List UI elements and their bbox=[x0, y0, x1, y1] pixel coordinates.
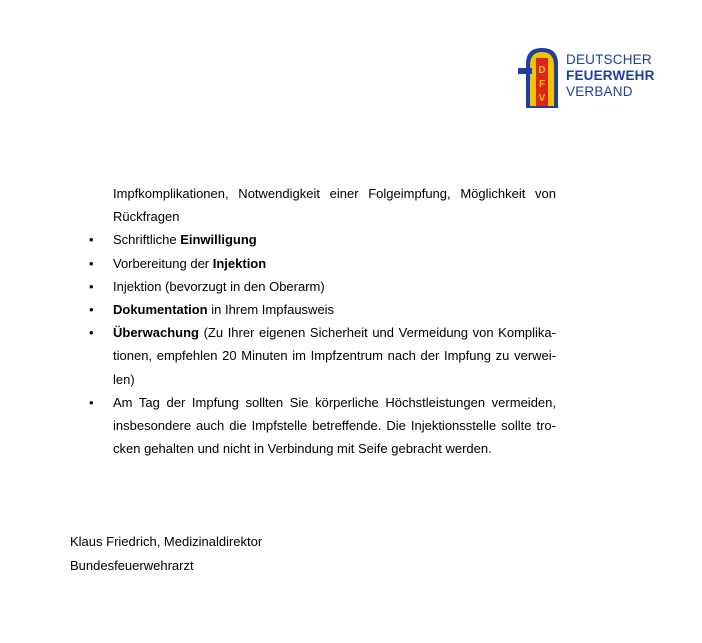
item-text-post: in Ihrem Impfausweis bbox=[207, 302, 335, 318]
list-item bbox=[86, 252, 556, 275]
logo-wordmark bbox=[566, 52, 655, 100]
item-bold: Überwachung bbox=[113, 325, 199, 341]
bullet-icon: • bbox=[89, 278, 94, 294]
item-bold: Einwilligung bbox=[180, 232, 257, 248]
bullet-icon: • bbox=[89, 232, 94, 248]
list-item bbox=[86, 321, 556, 391]
item-text: Injektion (bevorzugt in den Oberarm) bbox=[113, 278, 325, 294]
document-body bbox=[86, 182, 556, 460]
continuation-paragraph: Impfkomplikationen, Notwendigkeit einer Folgeimpfung, Möglichkeit von Rückfragen bbox=[113, 186, 556, 225]
item-text-post: (Zu Ihrer eigenen Sicherheit und Vermeidung von Komplikationen, empfehlen 20 Minuten im Impfzentrum nach der Impfung zu verweilen) bbox=[113, 325, 556, 387]
svg-text:D: D bbox=[538, 65, 546, 76]
item-bold: Injektion bbox=[212, 255, 267, 271]
bullet-icon: • bbox=[89, 325, 94, 341]
list-item bbox=[86, 391, 556, 461]
bullet-icon: • bbox=[89, 394, 94, 410]
item-text: Am Tag der Impfung sollten Sie körperliche Höchstleistungen vermeiden, insbesondere auch die Impfstelle betreffende. Die Injektionsstelle sollte trocken gehalten und nicht in Verbindung mit Seife gebracht werden. bbox=[113, 394, 556, 457]
list-item bbox=[86, 275, 556, 298]
list-item bbox=[86, 298, 556, 321]
dfv-logo bbox=[516, 46, 676, 110]
item-bold: Dokumentation bbox=[113, 302, 208, 318]
item-text: Schriftliche bbox=[113, 232, 181, 248]
signature-block bbox=[70, 530, 262, 577]
logo-line-1: DEUTSCHER bbox=[566, 52, 652, 67]
item-text: Vorbereitung der bbox=[113, 255, 213, 271]
svg-text:F: F bbox=[538, 79, 546, 90]
bullet-icon: • bbox=[89, 302, 94, 318]
list-item bbox=[86, 228, 556, 251]
signature-name: Klaus Friedrich, Medizinaldirektor bbox=[70, 534, 263, 549]
dfv-emblem-icon bbox=[516, 46, 562, 110]
svg-text:V: V bbox=[538, 93, 546, 104]
bullet-list bbox=[86, 228, 556, 460]
logo-line-3: VERBAND bbox=[566, 84, 633, 99]
signature-title: Bundesfeuerwehrarzt bbox=[70, 557, 194, 573]
logo-line-2: FEUERWEHR bbox=[566, 68, 655, 83]
bullet-icon: • bbox=[89, 255, 94, 271]
